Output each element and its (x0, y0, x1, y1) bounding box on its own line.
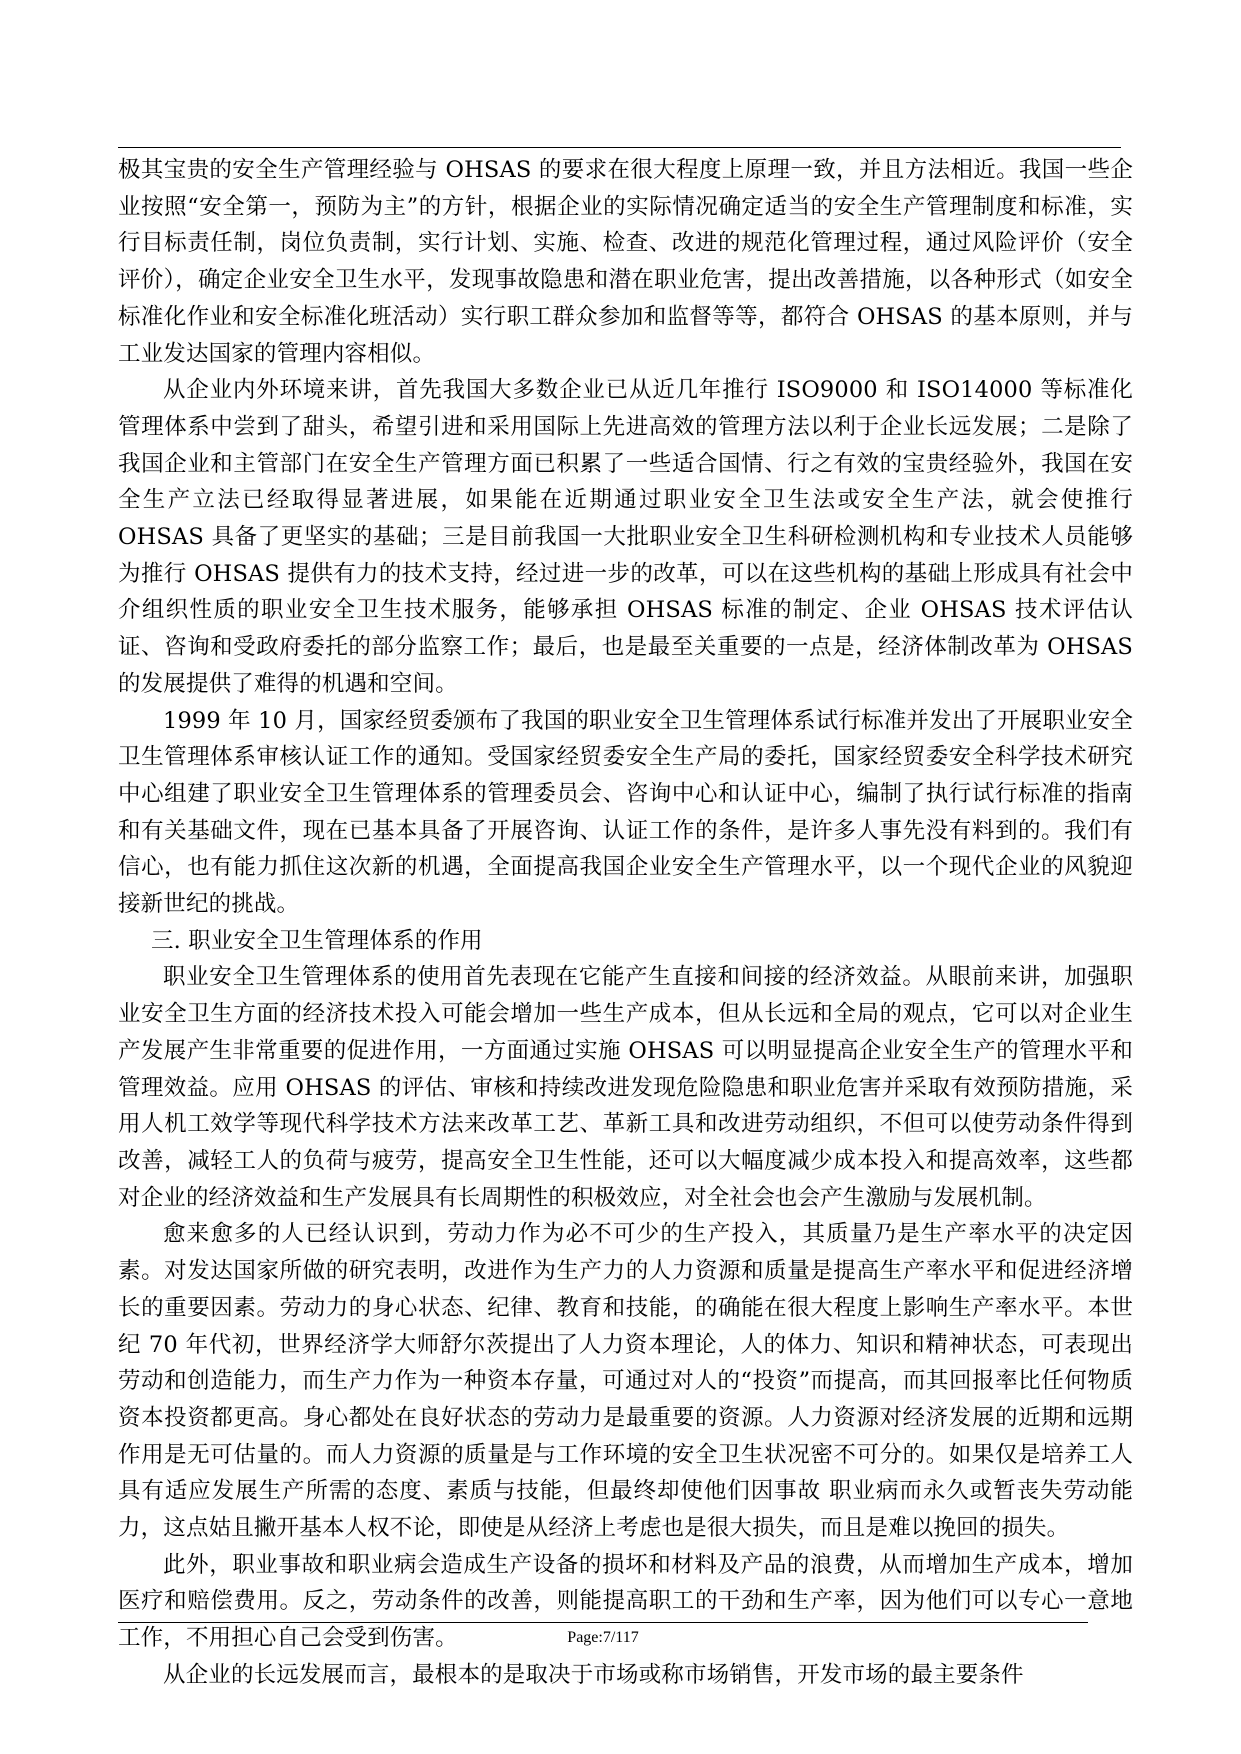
paragraph-1999-standard: 1999 年 10 月，国家经贸委颁布了我国的职业安全卫生管理体系试行标准并发出了开展职业安全卫生管理体系审核认证工作的通知。受国家经贸委安全生产局的委托，国家经贸委安全科学技术研究中心组建了职业安全卫生管理体系的管理委员会、咨询中心和认证中心，编制了执行试行标准的指南和有关基础文件，现在已基本具备了开展咨询、认证工作的条件，是许多人事先没有料到的。我们有信心，也有能力抓住这次新的机遇，全面提高我国企业安全生产管理水平，以一个现代企业的风貌迎接新世纪的挑战。 (118, 707, 1133, 918)
paragraph-environment: 从企业内外环境来讲，首先我国大多数企业已从近几年推行 ISO9000 和 ISO14000 等标准化管理体系中尝到了甜头，希望引进和采用国际上先进高效的管理方法以利于企业长远发展；二是除了我国企业和主管部门在安全生产管理方面已积累了一些适合国情、行之有效的宝贵经验外，我国在安全生产立法已经取得显著进展，如果能在近期通过职业安全卫生法或安全生产法，就会使推行 OHSAS 具备了更坚实的基础；三是目前我国一大批职业安全卫生科研检测机构和专业技术人员能够为推行 OHSAS 提供有力的技术支持，经过进一步的改革，可以在这些机构的基础上形成具有社会中介组织性质的职业安全卫生技术服务，能够承担 OHSAS 标准的制定、企业 OHSAS 技术评估认证、咨询和受政府委托的部分监察工作；最后，也是最至关重要的一点是，经济体制改革为 OHSAS 的发展提供了难得的机遇和空间。 (118, 377, 1133, 697)
footer-rule (118, 1622, 1088, 1623)
paragraph-human-resources: 愈来愈多的人已经认识到，劳动力作为必不可少的生产投入，其质量乃是生产率水平的决定因素。对发达国家所做的研究表明，改进作为生产力的人力资源和质量是提高生产率水平和促进经济增长的重要因素。劳动力的身心状态、纪律、教育和技能，的确能在很大程度上影响生产率水平。本世纪 70 年代初，世界经济学大师舒尔茨提出了人力资本理论，人的体力、知识和精神状态，可表现出劳动和创造能力，而生产力作为一种资本存量，可通过对人的“投资”而提高，而其回报率比任何物质资本投资都更高。身心都处在良好状态的劳动力是最重要的资源。人力资源对经济发展的近期和远期作用是无可估量的。而人力资源的质量是与工作环境的安全卫生状况密不可分的。如果仅是培养工人具有适应发展生产所需的态度、素质与技能，但最终却使他们因事故 职业病而永久或暂丧失劳动能力，这点姑且撇开基本人权不论，即使是从经济上考虑也是很大损失，而且是难以挽回的损失。 (118, 1221, 1133, 1542)
paragraph-market: 从企业的长远发展而言，最根本的是取决于市场或称市场销售，开发市场的最主要条件 (163, 1661, 1024, 1688)
document-body (118, 152, 1133, 1694)
section-heading: 三. 职业安全卫生管理体系的作用 (151, 927, 483, 954)
paragraph-economic-benefit: 职业安全卫生管理体系的使用首先表现在它能产生直接和间接的经济效益。从眼前来讲，加强职业安全卫生方面的经济技术投入可能会增加一些生产成本，但从长远和全局的观点，它可以对企业生产发展产生非常重要的促进作用，一方面通过实施 OHSAS 可以明显提高企业安全生产的管理水平和管理效益。应用 OHSAS 的评估、审核和持续改进发现危险隐患和职业危害并采取有效预防措施，采用人机工效学等现代科学技术方法来改革工艺、革新工具和改进劳动组织，不但可以使劳动条件得到改善，减轻工人的负荷与疲劳，提高安全卫生性能，还可以大幅度减少成本投入和提高效率，这些都对企业的经济效益和生产发展具有长周期性的积极效应，对全社会也会产生激励与发展机制。 (118, 964, 1133, 1211)
paragraph-costs: 此外，职业事故和职业病会造成生产设备的损坏和材料及产品的浪费，从而增加生产成本，增加医疗和赔偿费用。反之，劳动条件的改善，则能提高职工的干劲和生产率，因为他们可以专心一意地工作，不用担心自己会受到伤害。 (118, 1551, 1133, 1652)
paragraph-continuation: 极其宝贵的安全生产管理经验与 OHSAS 的要求在很大程度上原理一致，并且方法相近。我国一些企业按照“安全第一，预防为主”的方针，根据企业的实际情况确定适当的安全生产管理制度和标准，实行目标责任制，岗位负责制，实行计划、实施、检查、改进的规范化管理过程，通过风险评价（安全评价），确定企业安全卫生水平，发现事故隐患和潜在职业危害，提出改善措施，以各种形式（如安全标准化作业和安全标准化班活动）实行职工群众参加和监督等等，都符合 OHSAS 的基本原则，并与工业发达国家的管理内容相似。 (118, 157, 1133, 367)
header-rule (118, 147, 1121, 148)
page-number: Page:7/117 (567, 1629, 639, 1646)
